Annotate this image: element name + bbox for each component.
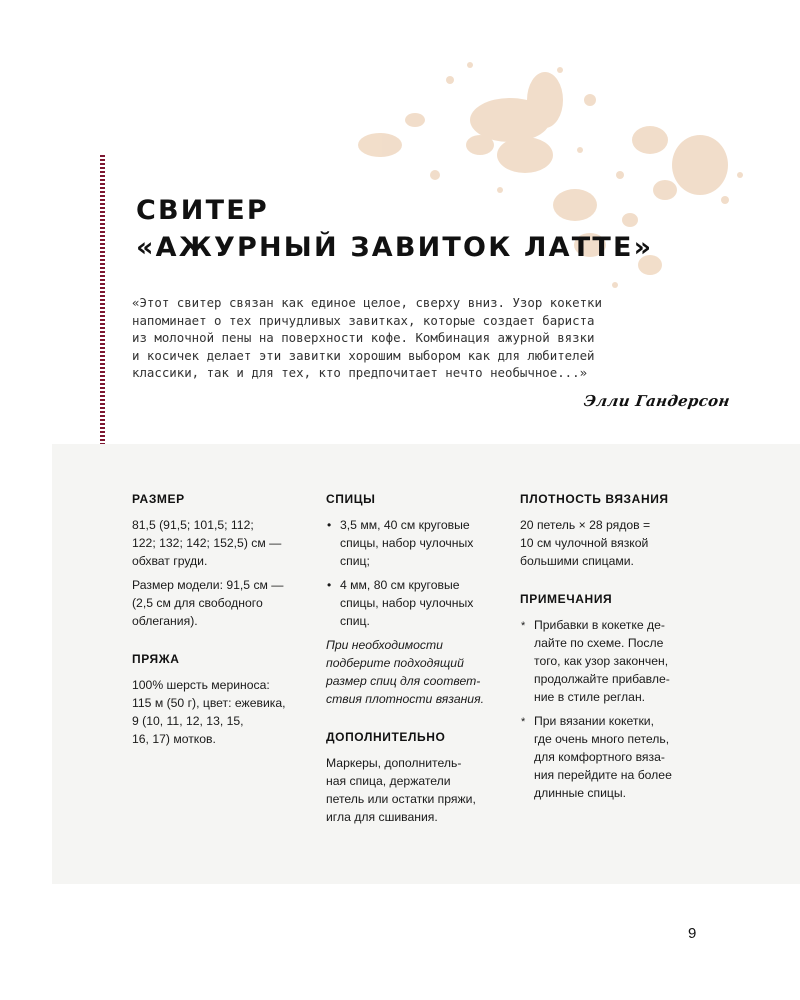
author-signature: Элли Гандерсон (582, 392, 732, 410)
extra-text: Маркеры, дополнитель- ная спица, держатели петель или остатки пряжи, игла для сшивания. (326, 756, 476, 824)
page-title (136, 192, 653, 266)
yarn-text: 100% шерсть мериноса: 115 м (50 г), цвет: ежевика, 9 (10, 11, 12, 13, 15, 16, 17) мотков. (132, 678, 286, 746)
gauge-text: 20 петель × 28 рядов = 10 см чулочной вязкой большими спицами. (520, 518, 651, 568)
quote-line: из молочной пены на поверхности кофе. Комбинация ажурной вязки (132, 330, 595, 345)
needles-bullet: • 3,5 мм, 40 см круговые спицы, набор чулочных спиц; (326, 516, 498, 570)
column-needles-extra (326, 490, 498, 832)
quote-line: «Этот свитер связан как единое целое, сверху вниз. Узор кокетки (132, 295, 602, 310)
title-line-2: «АЖУРНЫЙ ЗАВИТОК ЛАТТЕ» (136, 232, 654, 263)
page-number: 9 (688, 925, 697, 942)
notes-item: * При вязании кокетки, где очень много петель, для комфортного вяза- ния перейдите на более длинные спицы. (520, 712, 690, 802)
quote-line: напоминает о тех причудливых завитках, которые создает бариста (132, 312, 595, 328)
quote-line: и косичек делает эти завитки хорошим выбором как для любителей (132, 347, 595, 363)
needles-heading: СПИЦЫ (326, 492, 376, 506)
column-size-yarn (132, 490, 302, 754)
intro-quote (132, 294, 712, 382)
notes-item: * Прибавки в кокетке де- лайте по схеме. После того, как узор закончен, продолжайте прибавле- ние в стиле реглан. (520, 616, 690, 706)
extra-heading: ДОПОЛНИТЕЛЬНО (326, 730, 446, 744)
gauge-heading: ПЛОТНОСТЬ ВЯЗАНИЯ (520, 492, 669, 506)
quote-line: классики, так и для тех, кто предпочитает нечто необычное...» (132, 365, 588, 380)
yarn-heading: ПРЯЖА (132, 652, 180, 666)
column-gauge-notes (520, 490, 690, 808)
size-heading: РАЗМЕР (132, 492, 185, 506)
notes-heading: ПРИМЕЧАНИЯ (520, 592, 613, 606)
needles-bullet: • 4 мм, 80 см круговые спицы, набор чулочных спиц. (326, 576, 498, 630)
needles-note: При необходимости подберите подходящий размер спиц для соответ- ствия плотности вязания. (326, 638, 484, 706)
model-size-text: Размер модели: 91,5 см — (2,5 см для свободного облегания). (132, 578, 284, 628)
title-line-1: СВИТЕР (136, 195, 269, 226)
size-text: 81,5 (91,5; 101,5; 112; 122; 132; 142; 152,5) см — обхват груди. (132, 518, 282, 568)
